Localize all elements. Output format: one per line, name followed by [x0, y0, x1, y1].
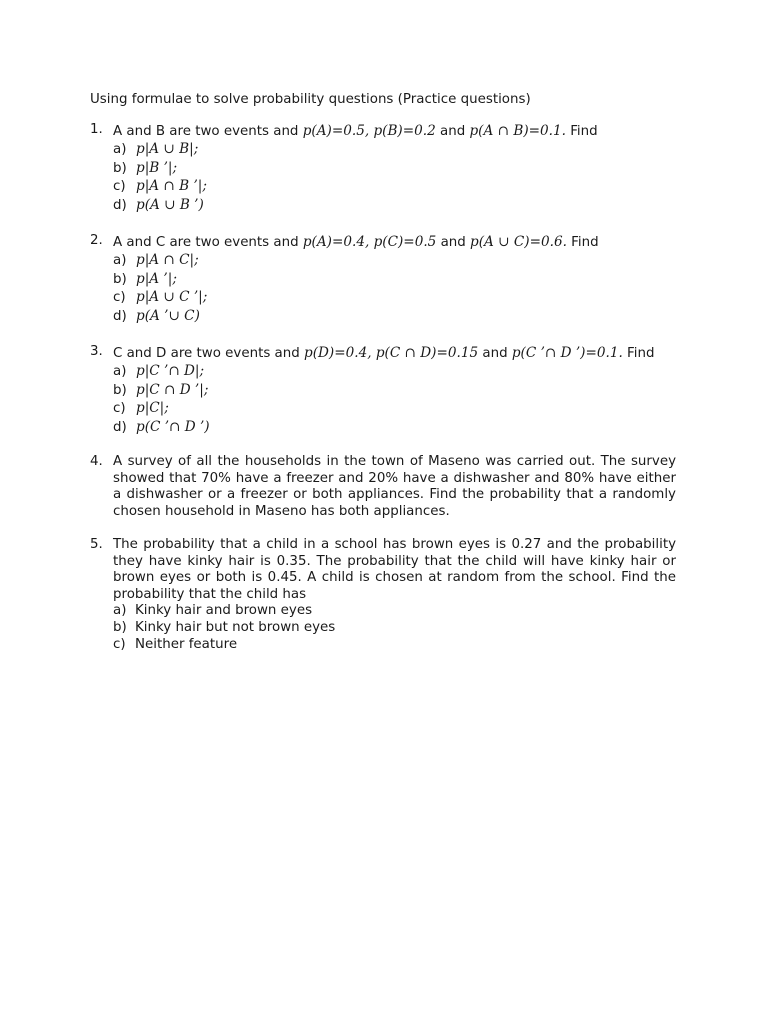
sub-question-label: a) — [113, 364, 127, 379]
document-title: Using formulae to solve probability questions (Practice questions) — [90, 92, 531, 107]
sub-question-label: c) — [113, 290, 126, 306]
sub-question-label: b) — [113, 382, 127, 398]
question-number: 2. — [90, 233, 103, 248]
sub-question-label: a) — [113, 253, 127, 268]
sub-question-label: d) — [113, 309, 127, 325]
stem-text: and — [478, 346, 512, 361]
sub-question — [113, 197, 207, 216]
stem-text: Find — [566, 235, 599, 250]
sub-question-label: d) — [113, 198, 127, 214]
math-expression: p(A ’∪ C) — [136, 308, 200, 325]
sub-question-list — [113, 252, 207, 327]
sub-question — [113, 363, 210, 382]
question-paragraph: A survey of all the households in the town of Maseno was carried out. The survey showed that 70% have a freezer and 20% have a dishwasher and 80% have either a dishwasher or a freezer or both appliances. Find the probability that a randomly chosen household in Maseno has both appliances. — [113, 454, 676, 519]
math-expression: p|A ∩ B ’|; — [136, 178, 207, 195]
sub-question-text: Kinky hair but not brown eyes — [135, 619, 336, 635]
math-expression: p|A ’|; — [136, 270, 177, 287]
question-number: 5. — [90, 537, 103, 552]
math-expression: p(C ’∩ D ’) — [136, 419, 210, 436]
sub-question — [113, 289, 207, 308]
sub-question — [113, 271, 207, 290]
question-number: 1. — [90, 122, 103, 137]
math-expression: p(A)=0.5, — [302, 123, 370, 139]
sub-question — [113, 620, 335, 637]
sub-question-label: a) — [113, 142, 127, 157]
math-expression: p(A ∪ B ’) — [136, 197, 204, 214]
question-stem — [113, 233, 599, 252]
math-expression: p|C ∩ D ’|; — [136, 381, 209, 398]
sub-question-list — [113, 603, 335, 653]
math-expression: p(A)=0.4, — [302, 234, 370, 250]
math-expression: p|A ∩ C|; — [136, 252, 199, 268]
math-expression: p(A ∪ C)=0.6. — [470, 234, 567, 250]
math-expression: p(C)=0.5 — [373, 234, 437, 250]
sub-question-text: Neither feature — [135, 636, 238, 652]
math-expression: p|A ∪ B|; — [136, 141, 199, 157]
sub-question — [113, 252, 207, 271]
math-expression: p(A ∩ B)=0.1. — [469, 123, 566, 139]
sub-question-text: Kinky hair and brown eyes — [135, 603, 313, 619]
sub-question-label: d) — [113, 420, 127, 436]
sub-question — [113, 141, 207, 160]
sub-question-label: b) — [113, 619, 127, 635]
stem-text: C and D are two events and — [113, 346, 305, 361]
math-expression: p|B ’|; — [136, 159, 178, 176]
question-stem — [113, 122, 598, 141]
question-paragraph: The probability that a child in a school has brown eyes is 0.27 and the probability they have kinky hair is 0.35. The probability that the child will have kinky hair or brown eyes or both is 0.45. A child is chosen at random from the school. Find the probability that the child has — [113, 537, 676, 602]
question-text — [113, 537, 676, 603]
stem-text: Find — [565, 124, 598, 139]
question-number: 3. — [90, 344, 103, 359]
sub-question — [113, 308, 207, 327]
question-number: 4. — [90, 454, 103, 469]
sub-question — [113, 400, 210, 419]
math-expression: p(C ’∩ D ’)=0.1. — [511, 345, 623, 361]
sub-question-label: c) — [113, 179, 126, 195]
sub-question — [113, 637, 335, 654]
sub-question — [113, 419, 210, 438]
sub-question — [113, 382, 210, 401]
sub-question-list — [113, 141, 207, 216]
sub-question-label: b) — [113, 160, 127, 176]
math-expression: p(B)=0.2 — [373, 123, 436, 139]
question-text — [113, 454, 676, 520]
math-expression: p(D)=0.4, — [304, 345, 372, 361]
sub-question — [113, 178, 207, 197]
sub-question-label: b) — [113, 271, 127, 287]
sub-question-label: c) — [113, 636, 126, 652]
sub-question-label: a) — [113, 603, 127, 619]
sub-question-label: c) — [113, 401, 126, 417]
math-expression: p|C|; — [136, 400, 169, 417]
stem-text: Find — [622, 346, 655, 361]
sub-question — [113, 160, 207, 179]
stem-text: A and B are two events and — [113, 124, 303, 139]
question-stem — [113, 344, 655, 363]
stem-text: A and C are two events and — [113, 235, 303, 250]
math-expression: p(C ∩ D)=0.15 — [375, 345, 479, 361]
stem-text: and — [436, 235, 471, 250]
stem-text: and — [435, 124, 470, 139]
math-expression: p|C ’∩ D|; — [136, 363, 205, 379]
sub-question-list — [113, 363, 210, 438]
sub-question — [113, 603, 335, 620]
math-expression: p|A ∪ C ’|; — [136, 289, 208, 306]
